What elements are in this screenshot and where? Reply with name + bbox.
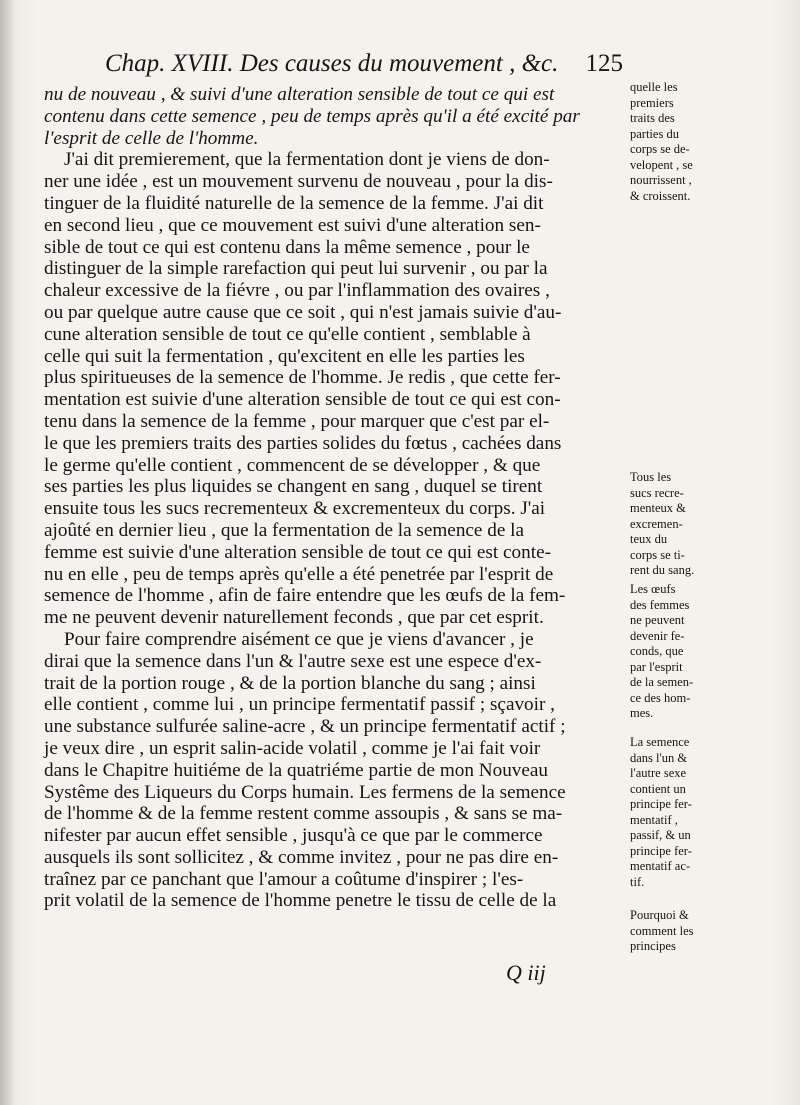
text-line: l'esprit de celle de l'homme. — [44, 127, 259, 149]
text-line: de l'homme & de la femme restent comme assoupis , & sans se ma- — [44, 803, 563, 825]
marginal-line: parties du — [630, 126, 679, 141]
text-line: traînez par ce panchant que l'amour a coûtume d'inspirer ; l'es- — [44, 868, 524, 890]
marginal-line: de la semen- — [630, 675, 694, 689]
text-line: elle contient , comme lui , un principe fermentatif passif ; sçavoir , — [44, 694, 555, 716]
marginal-line: principe fer- — [630, 843, 692, 858]
marginal-line: principe fer- — [630, 797, 692, 811]
text-line: ensuite tous les sucs recrementeux & excrementeux du corps. J'ai — [44, 498, 546, 520]
marginal-line: par l'esprit — [630, 659, 683, 674]
marginal-line: mentatif , — [630, 812, 678, 827]
marginal-line: tif. — [630, 874, 645, 889]
marginal-line: traits des — [630, 111, 675, 125]
text-line: en second lieu , que ce mouvement est suivi d'une alteration sen- — [44, 214, 541, 236]
text-line: prit volatil de la semence de l'homme penetre le tissu de celle de la — [44, 890, 557, 912]
text-line: celle qui suit la fermentation , qu'excitent en elle les parties les — [44, 345, 525, 367]
marginal-line: excremen- — [630, 516, 683, 531]
marginal-line: contient un — [630, 781, 686, 796]
text-line: mentation est suivie d'une alteration sensible de tout ce qui est con- — [44, 389, 561, 411]
marginal-note-semence — [630, 735, 710, 890]
text-line: nu de nouveau , & suivi d'une alteration sensible de tout ce qui est — [44, 84, 555, 105]
text-line: ner une idée , est un mouvement survenu de nouveau , pour la dis- — [44, 171, 553, 193]
text-line: ou par quelque autre cause que ce soit , qui n'est jamais suivie d'au- — [44, 301, 562, 323]
text-line: ausquels ils sont sollicitez , & comme invitez , pour ne pas dire en- — [44, 846, 559, 868]
text-line: tenu dans la semence de la femme , pour marquer que c'est par el- — [44, 410, 550, 432]
text-line: cune alteration sensible de tout ce qu'elle contient , semblable à — [44, 323, 531, 345]
text-line: nifester par aucun effet sensible , jusqu'à ce que par le commerce — [44, 825, 543, 847]
marginal-line: l'autre sexe — [630, 766, 687, 780]
text-line: dans le Chapitre huitiéme de la quatriéme partie de mon Nouveau — [44, 759, 549, 781]
marginal-line: ne peuvent — [630, 613, 685, 627]
marginal-line: La semence — [630, 735, 690, 749]
marginal-line: nourrissent , — [630, 173, 692, 187]
text-line: distinguer de la simple rarefaction qui peut lui survenir , ou par la — [44, 258, 548, 280]
text-line: semence de l'homme , afin de faire entendre que les œufs de la fem- — [44, 585, 566, 607]
text-line: me ne peuvent devenir naturellement feconds , que par cet esprit. — [44, 607, 544, 629]
text-line: tinguer de la fluidité naturelle de la semence de la femme. J'ai dit — [44, 192, 544, 214]
text-line: une substance sulfurée saline-acre , & un principe fermentatif actif ; — [44, 716, 566, 738]
text-line: ajoûté en dernier lieu , que la fermentation de la semence de la — [44, 519, 524, 541]
marginal-line: principes — [630, 939, 676, 953]
marginal-note-traits — [630, 80, 710, 204]
marginal-note-sucs — [630, 470, 710, 579]
text-line: J'ai dit premierement, que la fermentation dont je viens de don- — [64, 149, 550, 171]
marginal-line: mentatif ac- — [630, 859, 691, 873]
marginal-line: conds, que — [630, 644, 684, 658]
main-text-column — [44, 84, 626, 912]
signature-mark: Q iij — [506, 960, 546, 985]
marginal-line: menteux & — [630, 501, 686, 515]
text-line: je veux dire , un esprit salin-acide volatil , comme je l'ai fait voir — [44, 737, 541, 759]
marginal-line: Les œufs — [630, 582, 676, 596]
text-line: ses parties les plus liquides se changent en sang , duquel se tirent — [44, 476, 543, 498]
text-line: le germe qu'elle contient , commencent de se développer , & que — [44, 454, 541, 476]
marginal-line: & croissent. — [630, 188, 691, 203]
text-line: sible de tout ce qui est contenu dans la même semence , pour le — [44, 236, 530, 258]
page-number: 125 — [585, 50, 623, 77]
marginal-line: corps se de- — [630, 142, 690, 156]
page-gutter-shadow — [0, 0, 14, 1105]
text-line: Systême des Liqueurs du Corps humain. Les fermens de la semence — [44, 781, 566, 803]
running-title: Chap. XVIII. Des causes du mouvement , &c. — [105, 50, 559, 77]
marginal-note-pourquoi — [630, 908, 710, 955]
marginal-line: corps se ti- — [630, 547, 685, 562]
marginal-line: sucs recre- — [630, 485, 684, 500]
text-line: chaleur excessive de la fiévre , ou par l'inflammation des ovaires , — [44, 280, 550, 302]
text-line: femme est suivie d'une alteration sensible de tout ce qui est conte- — [44, 541, 551, 563]
marginal-line: dans l'un & — [630, 750, 688, 765]
text-line: trait de la portion rouge , & de la portion blanche du sang ; ainsi — [44, 672, 536, 694]
marginal-line: ce des hom- — [630, 690, 691, 705]
running-header — [105, 50, 625, 84]
marginal-line: teux du — [630, 532, 668, 546]
marginal-line: comment les — [630, 923, 694, 938]
text-line: plus spiritueuses de la semence de l'homme. Je redis , que cette fer- — [44, 367, 561, 389]
marginal-line: devenir fe- — [630, 628, 685, 643]
marginal-line: velopent , se — [630, 157, 693, 172]
marginal-note-oeufs — [630, 582, 710, 722]
text-line: dirai que la semence dans l'un & l'autre sexe est une espece d'ex- — [44, 650, 542, 672]
marginal-line: premiers — [630, 95, 674, 110]
marginal-line: Tous les — [630, 470, 672, 484]
text-line: Pour faire comprendre aisément ce que je viens d'avancer , je — [64, 628, 534, 650]
marginal-line: rent du sang. — [630, 563, 695, 577]
marginal-line: quelle les — [630, 80, 678, 94]
marginal-line: mes. — [630, 706, 654, 720]
text-line: nu en elle , peu de temps après qu'elle a été penetrée par l'esprit de — [44, 563, 554, 585]
marginal-line: des femmes — [630, 597, 690, 612]
marginal-line: Pourquoi & — [630, 908, 689, 922]
text-line: le que les premiers traits des parties solides du fœtus , cachées dans — [44, 432, 562, 454]
marginal-line: passif, & un — [630, 828, 691, 842]
text-line: contenu dans cette semence , peu de temps après qu'il a été excité par — [44, 105, 580, 127]
